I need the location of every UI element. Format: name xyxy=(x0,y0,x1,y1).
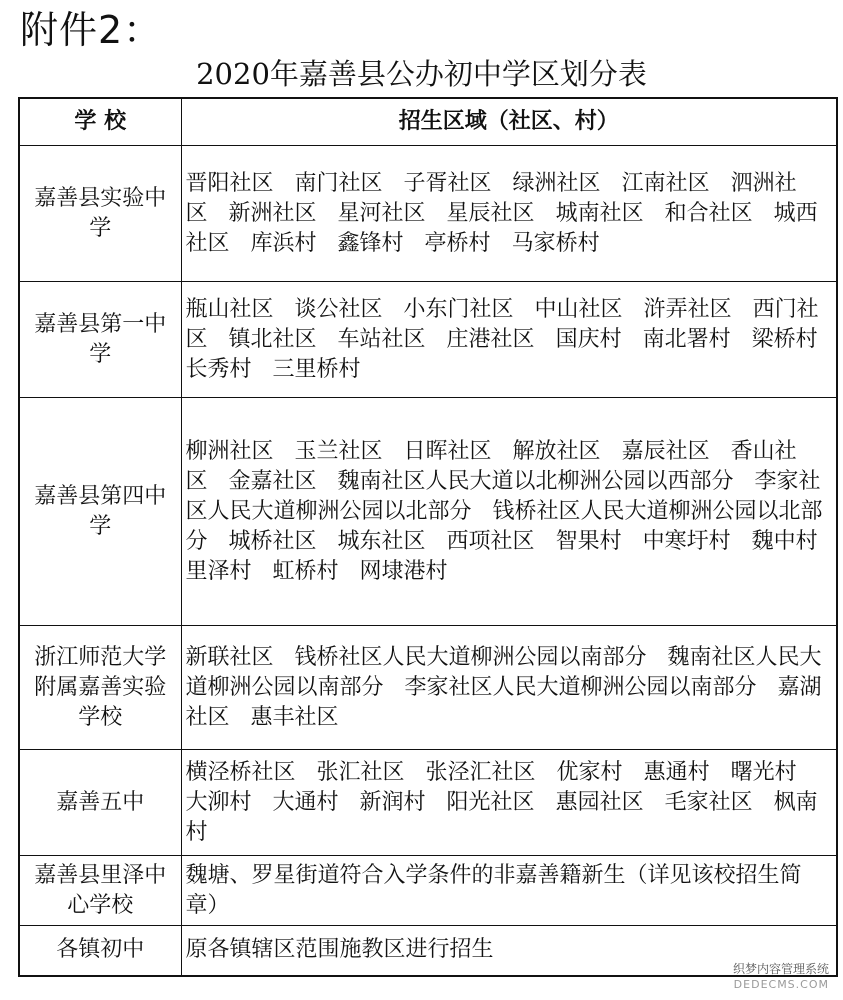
area-item: 亭桥村 xyxy=(424,230,491,256)
area-item: 横泾桥社区 xyxy=(185,759,296,785)
area-item: 钱桥社区人民大道柳洲公园以北部分 xyxy=(185,498,823,554)
area-item: 李家社区人民大道柳洲公园以南部分 xyxy=(404,674,757,700)
table-row xyxy=(19,282,837,398)
area-item: 日晖社区 xyxy=(403,438,492,464)
area-item: 梁桥村 xyxy=(751,326,818,352)
area-item: 新润村 xyxy=(359,789,426,815)
area-item: 玉兰社区 xyxy=(294,438,383,464)
area-item: 浒弄社区 xyxy=(643,296,732,322)
area-item: 星辰社区 xyxy=(446,200,535,226)
page-title: 2020年嘉善县公办初中学区划分表 xyxy=(196,57,647,91)
area-item: 城东社区 xyxy=(337,528,426,554)
area-item: 张汇社区 xyxy=(316,759,405,785)
area-item: 南北署村 xyxy=(642,326,731,352)
area-item: 三里桥村 xyxy=(272,356,361,382)
table-row xyxy=(19,398,837,626)
header-area: 招生区域（社区、村） xyxy=(181,98,837,146)
area-item: 车站社区 xyxy=(337,326,426,352)
table-row xyxy=(19,146,837,282)
area-item: 小东门社区 xyxy=(403,296,514,322)
area-item: 解放社区 xyxy=(512,438,601,464)
area-item: 金嘉社区 xyxy=(228,468,317,494)
area-item: 钱桥社区人民大道柳洲公园以南部分 xyxy=(294,644,647,670)
area-item: 江南社区 xyxy=(621,170,710,196)
area-item: 大泖村 xyxy=(185,789,252,815)
area-item: 嘉辰社区 xyxy=(621,438,710,464)
area-item: 西门社区 xyxy=(185,296,819,352)
school-name: 嘉善县第四中学 xyxy=(19,398,181,626)
attachment-label: 附件2： xyxy=(20,8,163,52)
area-item: 城西社区 xyxy=(185,200,818,256)
area-item: 谈公社区 xyxy=(294,296,383,322)
watermark-text: 织梦内容管理系统 xyxy=(732,962,829,976)
area-item: 晋阳社区 xyxy=(185,170,274,196)
area-item: 阳光社区 xyxy=(446,789,535,815)
enrollment-area xyxy=(181,856,837,926)
area-item: 虹桥村 xyxy=(272,558,339,584)
area-item: 柳洲社区 xyxy=(185,438,274,464)
area-item: 城南社区 xyxy=(555,200,644,226)
area-item: 库浜村 xyxy=(250,230,317,256)
area-item: 绿洲社区 xyxy=(512,170,601,196)
area-item: 中山社区 xyxy=(534,296,623,322)
area-item: 鑫锋村 xyxy=(337,230,404,256)
enrollment-area xyxy=(181,626,837,750)
area-item: 星河社区 xyxy=(337,200,426,226)
table-row xyxy=(19,856,837,926)
enrollment-area xyxy=(181,398,837,626)
area-item: 嘉湖社区 xyxy=(185,674,822,730)
area-item: 原各镇辖区范围施教区进行招生 xyxy=(185,937,494,963)
area-item: 网埭港村 xyxy=(359,558,448,584)
area-item: 瓶山社区 xyxy=(185,296,274,322)
area-item: 优家村 xyxy=(556,759,623,785)
area-item: 镇北社区 xyxy=(228,326,317,352)
enrollment-area xyxy=(181,282,837,398)
header-school: 学 校 xyxy=(19,98,181,146)
watermark xyxy=(733,962,829,992)
table-row xyxy=(19,926,837,976)
school-name: 嘉善县实验中学 xyxy=(19,146,181,282)
area-item: 西项社区 xyxy=(446,528,535,554)
area-item: 马家桥村 xyxy=(511,230,600,256)
area-item: 魏塘、罗星街道符合入学条件的非嘉善籍新生（详见该校招生简章） xyxy=(185,862,802,918)
area-item: 里泽村 xyxy=(185,558,252,584)
area-item: 中寒圩村 xyxy=(642,528,731,554)
watermark-url: DEDECMS.COM xyxy=(733,978,829,991)
table-row xyxy=(19,750,837,856)
area-item: 智果村 xyxy=(555,528,622,554)
area-item: 枫南村 xyxy=(185,789,818,845)
area-item: 庄港社区 xyxy=(446,326,535,352)
school-district-table xyxy=(18,97,838,977)
area-item: 毛家社区 xyxy=(664,789,753,815)
area-item: 惠通村 xyxy=(643,759,710,785)
school-name: 嘉善县里泽中心学校 xyxy=(19,856,181,926)
area-item: 魏南社区人民大道柳洲公园以南部分 xyxy=(185,644,822,700)
area-item: 国庆村 xyxy=(555,326,622,352)
enrollment-area xyxy=(181,146,837,282)
area-item: 惠丰社区 xyxy=(250,704,339,730)
area-item: 李家社区人民大道柳洲公园以北部分 xyxy=(185,468,821,524)
table-header-row xyxy=(19,98,837,146)
enrollment-area xyxy=(181,750,837,856)
area-item: 城桥社区 xyxy=(228,528,317,554)
area-item: 子胥社区 xyxy=(403,170,492,196)
area-item: 泗洲社区 xyxy=(185,170,797,226)
school-name: 各镇初中 xyxy=(19,926,181,976)
school-name: 浙江师范大学附属嘉善实验学校 xyxy=(19,626,181,750)
area-item: 魏中村 xyxy=(751,528,818,554)
area-item: 和合社区 xyxy=(664,200,753,226)
area-item: 张泾汇社区 xyxy=(425,759,536,785)
area-item: 新联社区 xyxy=(185,644,274,670)
area-item: 魏南社区人民大道以北柳洲公园以西部分 xyxy=(337,468,734,494)
area-item: 曙光村 xyxy=(730,759,797,785)
area-item: 南门社区 xyxy=(294,170,383,196)
area-item: 新洲社区 xyxy=(228,200,317,226)
area-item: 香山社区 xyxy=(185,438,797,494)
area-item: 惠园社区 xyxy=(555,789,644,815)
table-row xyxy=(19,626,837,750)
school-name: 嘉善县第一中学 xyxy=(19,282,181,398)
school-name: 嘉善五中 xyxy=(19,750,181,856)
area-item: 大通村 xyxy=(272,789,339,815)
area-item: 长秀村 xyxy=(185,356,252,382)
